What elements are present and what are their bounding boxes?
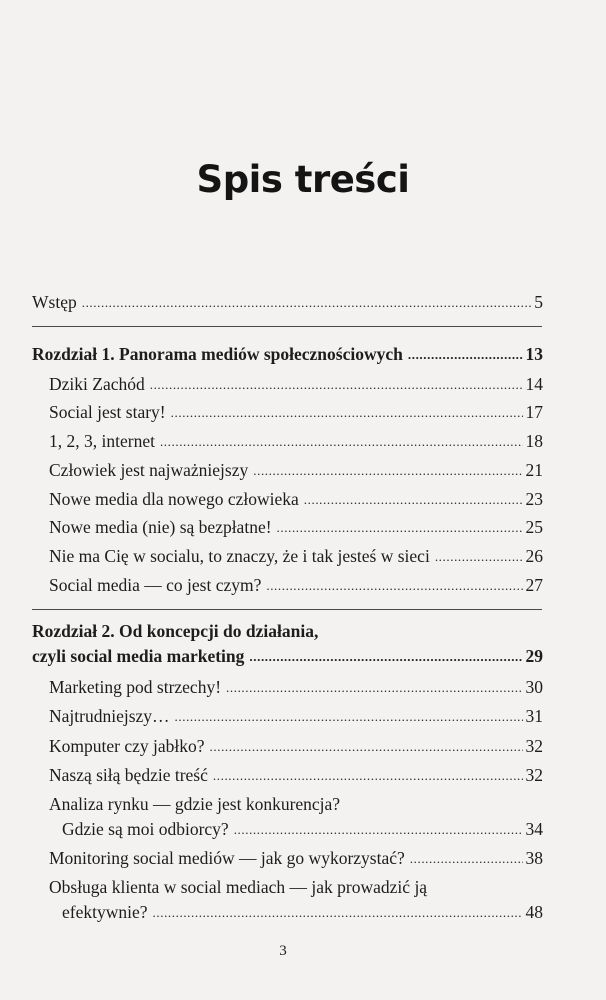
toc-entry-intro [32,291,543,315]
toc-section-page: 21 [525,460,543,480]
toc-section [49,459,543,483]
toc-section [49,676,543,700]
leader-dots [213,763,523,787]
leader-dots [226,675,522,699]
toc-section-page: 17 [525,402,543,422]
toc-section [49,516,543,540]
toc-section-label: Monitoring social mediów — jak go wykorzystać? [49,848,405,868]
toc-section-page: 30 [525,677,543,697]
toc-section-page: 38 [525,848,543,868]
toc-section-page: 18 [525,431,543,451]
toc-section [49,545,543,569]
leader-dots [249,644,522,668]
toc-section [49,735,543,759]
toc-section-label: Komputer czy jabłko? [49,736,205,756]
toc-chapter-page: 13 [525,344,543,364]
toc-section [62,818,543,842]
toc-section-label: efektywnie? [62,902,148,922]
toc-section-line1: Obsługa klienta w social mediach — jak prowadzić ją [49,877,428,897]
toc-entry-page: 5 [534,292,543,312]
toc-chapter-2-line1: Rozdział 2. Od koncepcji do działania, [32,621,319,641]
page-number: 3 [279,943,287,959]
toc-section-page: 26 [525,546,543,566]
leader-dots [210,734,523,758]
toc-section-label: Dziki Zachód [49,374,145,394]
toc-chapter-page: 29 [525,646,543,666]
toc-section-label: Nowe media (nie) są bezpłatne! [49,517,272,537]
toc-section-page: 23 [525,489,543,509]
toc-section-label: Najtrudniejszy… [49,706,170,726]
leader-dots [408,342,523,366]
toc-section-label: Naszą siłą będzie treść [49,765,208,785]
toc-section-page: 14 [525,374,543,394]
toc-section-label: Social media — co jest czym? [49,575,262,595]
leader-dots [304,487,523,511]
toc-chapter-label: Rozdział 1. Panorama mediów społecznościowych [32,344,403,364]
page-title: Spis treści [196,158,410,201]
leader-dots [253,458,522,482]
toc-section-label: Social jest stary! [49,402,166,422]
leader-dots [171,400,523,424]
toc-section [49,705,543,729]
toc-section-page: 48 [525,902,543,922]
leader-dots [82,290,532,314]
toc-section-label: 1, 2, 3, internet [49,431,155,451]
toc-section-page: 34 [525,819,543,839]
leader-dots [266,573,522,597]
toc-section [49,764,543,788]
toc-entry-label: Wstęp [32,292,77,312]
toc-section-page: 32 [525,765,543,785]
toc-section [49,373,543,397]
toc-section-label: Marketing pod strzechy! [49,677,222,697]
divider [32,609,542,610]
toc-section [49,847,543,871]
toc-chapter-label: czyli social media marketing [32,646,245,666]
toc-section [49,430,543,454]
toc-section-label: Nie ma Cię w socialu, to znaczy, że i tak jesteś w sieci [49,546,430,566]
toc-section-page: 25 [525,517,543,537]
toc-section-line1: Analiza rynku — gdzie jest konkurencja? [49,794,341,814]
leader-dots [234,817,523,841]
toc-section-page: 27 [525,575,543,595]
leader-dots [175,704,523,728]
toc-section [49,574,543,598]
toc-section [49,488,543,512]
toc-section-label: Człowiek jest najważniejszy [49,460,249,480]
toc-section [49,401,543,425]
toc-chapter-2 [32,645,543,669]
leader-dots [435,544,523,568]
leader-dots [153,900,523,924]
leader-dots [410,846,523,870]
toc-section-label: Gdzie są moi odbiorcy? [62,819,229,839]
toc-section [62,901,543,925]
leader-dots [160,429,523,453]
divider [32,326,542,327]
toc-section-page: 31 [525,706,543,726]
toc-section-page: 32 [525,736,543,756]
toc-section-label: Nowe media dla nowego człowieka [49,489,299,509]
toc-chapter-1 [32,343,543,367]
leader-dots [277,515,523,539]
leader-dots [150,372,523,396]
